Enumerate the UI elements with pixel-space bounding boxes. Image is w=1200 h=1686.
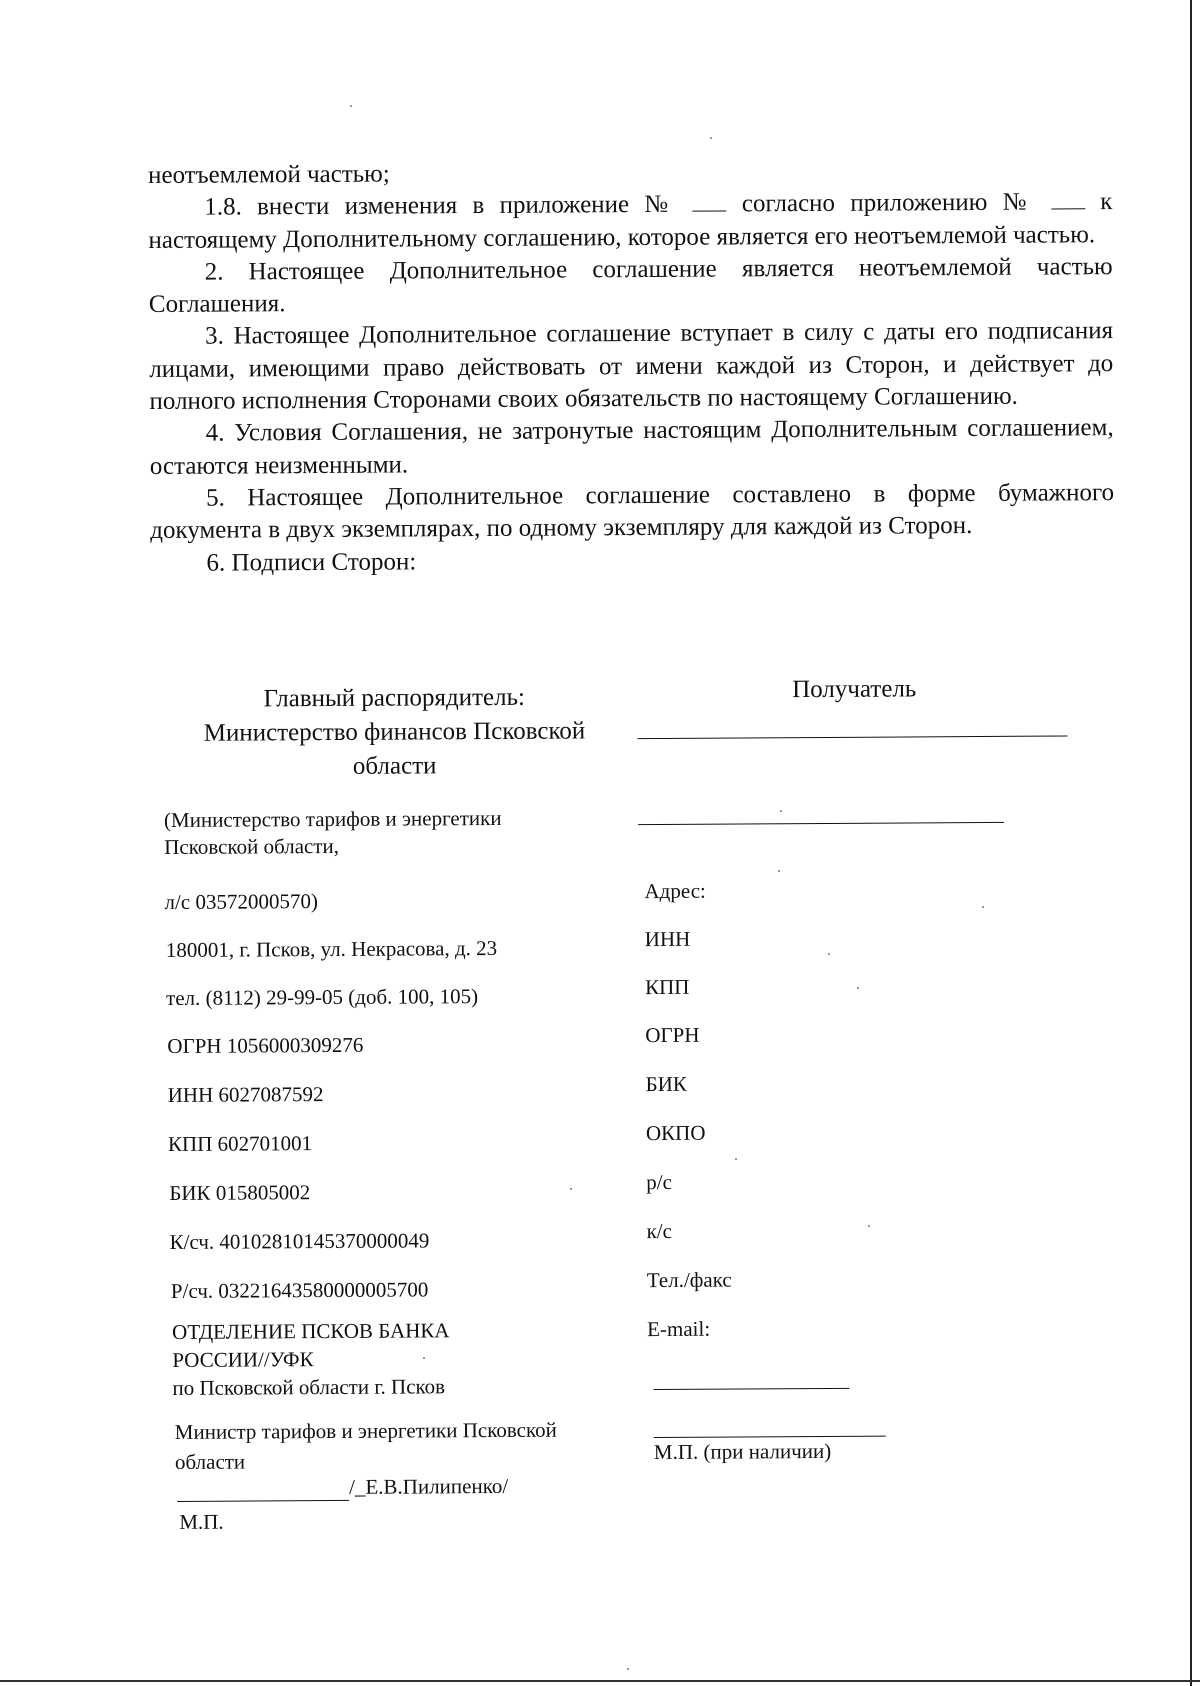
right-signature-line [653,1388,849,1390]
right-ks-label: к/с [646,1218,672,1244]
left-bik: БИК 015805002 [169,1180,311,1205]
left-stamp: М.П. [179,1509,224,1534]
left-phone: тел. (8112) 29-99-05 (доб. 100, 105) [166,984,479,1011]
left-heading-line-3: области [352,752,437,780]
signer-title-line-2: области [174,1449,246,1474]
scan-speck [778,870,780,872]
left-inn: ИНН 6027087592 [167,1082,324,1107]
right-okpo-label: ОКПО [645,1120,706,1146]
left-heading-line-2: Министерство финансов Псковской [203,717,586,747]
bank-line-2: РОССИИ//УФК [172,1347,314,1372]
ministry-line-1: (Министерство тарифов и энергетики [163,805,502,833]
paragraph-1-8-part-b: согласно приложению № [741,188,1036,218]
paragraph-4: 4. Условия Соглашения, не затронутые настоящим Дополнительным соглашением, остаются неизменными. [149,414,1114,480]
scan-speck [423,1357,425,1359]
left-heading-line-1: Главный распорядитель: [263,683,525,713]
scan-speck [868,1225,870,1227]
right-rs-label: р/с [646,1169,672,1195]
right-address-label: Адрес: [644,878,706,904]
left-correspondent-account: К/сч. 40102810145370000049 [169,1228,430,1254]
ministry-line-2: Псковской области, [164,833,340,860]
scan-speck [857,987,859,989]
scan-speck [828,953,830,955]
left-address: 180001, г. Псков, ул. Некрасова, д. 23 [165,935,498,963]
bank-line-1: ОТДЕЛЕНИЕ ПСКОВ БАНКА [172,1318,450,1344]
right-inn-label: ИНН [644,926,691,952]
right-kpp-label: КПП [644,974,690,1000]
signer-name: /_Е.В.Пилипенко/ [349,1473,509,1499]
paragraph-3: 3. Настоящее Дополнительное соглашение вступает в силу с даты его подписания лицами, имеющими право действовать от имени каждой из Сторон, и действует до полного исполнения Сторонами своих обязательств по настоящему Соглашению. [149,317,1114,416]
scan-edge-bottom [0,1680,1200,1682]
bank-line-3: по Псковской области г. Псков [172,1374,446,1400]
right-ogrn-label: ОГРН [645,1022,700,1048]
signer-title-line-1: Министр тарифов и энергетики Псковской [174,1417,557,1444]
scan-speck [350,105,352,107]
scan-speck [710,137,712,139]
paragraph-6: 6. Подписи Сторон: [206,547,417,577]
recipient-name-line-2 [638,822,1004,825]
paragraph-2: 2. Настоящее Дополнительное соглашение является неотъемлемой частью Соглашения. [148,253,1113,319]
left-ogrn: ОГРН 1056000309276 [167,1032,364,1058]
scan-speck [570,1188,572,1190]
scan-speck [780,810,782,812]
right-email-label: E-mail: [647,1316,711,1342]
right-phone-fax-label: Тел./факс [646,1267,732,1293]
scan-speck [627,1668,629,1670]
right-bik-label: БИК [645,1071,687,1097]
personal-account: л/с 03572000570) [164,889,318,915]
right-party-heading: Получатель [792,675,917,704]
right-stamp: М.П. (при наличии) [653,1438,832,1465]
paragraph-1-8-part-a: 1.8. внести изменения в приложение № [204,191,678,221]
recipient-name-line [638,735,1068,739]
paragraph-1-8-part-c: к настоящему Дополнительному соглашению, которое является его неотъемлемой частью. [148,188,1113,254]
paragraph-5: 5. Настоящее Дополнительное соглашение составлено в форме бумажного документа в двух экземплярах, по одному экземпляру для каждой из Сторон. [150,479,1115,545]
scan-speck [982,906,984,908]
scan-edge-right [1190,0,1192,1686]
left-party-heading [164,680,625,785]
signature-line [177,1500,349,1502]
paragraph-continuation: неотъемлемой частью; [148,160,390,189]
left-settlement-account: Р/сч. 03221643580000005700 [170,1277,429,1303]
left-kpp: КПП 602701001 [167,1131,313,1156]
scan-speck [735,1158,737,1160]
